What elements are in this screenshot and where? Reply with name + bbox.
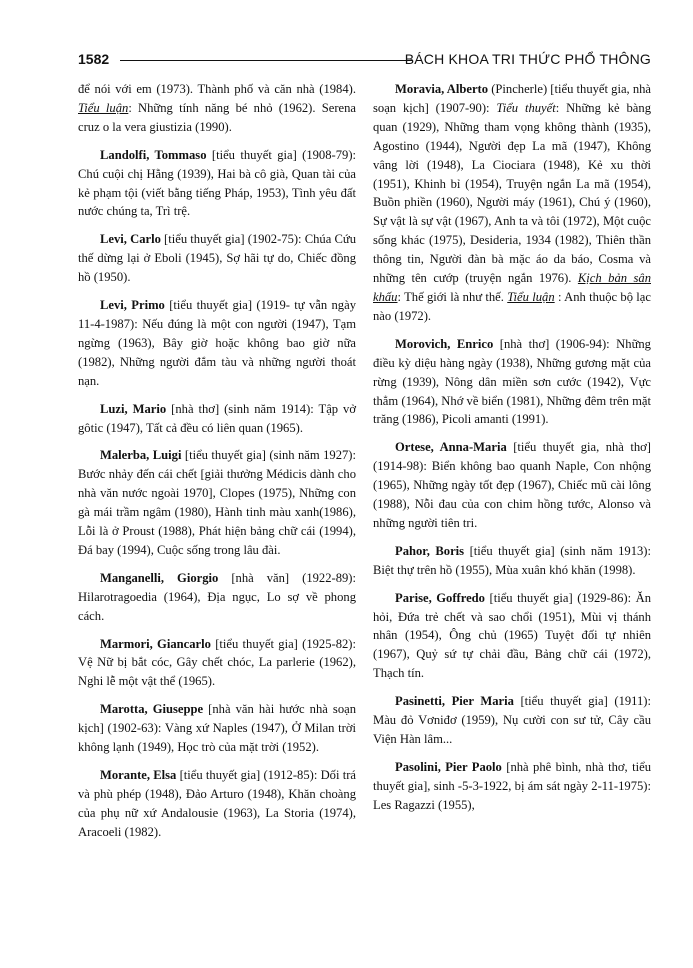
entry-levi-carlo [78,230,356,287]
entry-pahor [373,542,651,580]
entry-luzi [78,400,356,438]
entry-text: [nhà thơ] (1906-94): Những điều kỳ diệu hàng ngày (1938), Những gương mặt của rừng (1939), Nông dân miền sơn cước (1942), Vực thẳm (1964), Nhớ về biển (1981), Những đêm trên mặt trăng (1986), Picoli amanti (1991). [373,336,651,427]
entry-marmori [78,635,356,692]
entry-pasolini [373,758,651,815]
header-rule [120,60,413,61]
entry-text: [tiểu thuyết gia] (1925-82): Vệ Nữ bị bắt cóc, Gây chết chóc, La parlerie (1962), Nghi lễ một vật thể (1965). [78,636,356,689]
entry-text: [tiểu thuyết gia] (1912-85): Dối trá và phù phép (1948), Đảo Arturo (1948), Khăn choàng của phụ nữ xứ Andalousie (1963), La Storia (1974), Aracoeli (1982). [78,768,356,839]
entry-marotta [78,700,356,757]
running-title: BÁCH KHOA TRI THỨC PHỔ THÔNG [404,51,651,67]
entry-text: [nhà thơ] (sinh năm 1914): Tập vở gôtic (1947), Tất cả đều có liên quan (1965). [78,401,357,435]
entry-cont [78,80,356,137]
entry-landolfi [78,146,356,222]
entry-text: [tiểu thuyết gia] (sinh năm 1927): Bước nhảy đến cái chết [giải thưởng Médicis dành cho nhà văn nước ngoài 1970], Clopes (1975), Những con gà mái trầm ngâm (1980), Hành tinh màu xanh(1986), Lỗi là ở Proust (1988), Phát hiện bảng chữ cái (1994), Đá bay (1994), Cuộc sống trong lâu đài. [78,448,356,557]
entry-genre-label: Kịch bản sân khấu [373,271,651,304]
entry-morante [78,766,356,842]
entry-name: Marmori, Giancarlo [100,636,211,651]
entry-text: [nhà văn hài hước nhà soạn kịch] (1902-63): Vàng xứ Naples (1947), Ở Milan trời không lạnh (1949), Học trò của mặt trời (1952). [78,702,356,755]
entry-text: [nhà phê bình, nhà thơ, tiểu thuyết gia], sinh -5-3-1922, bị ám sát ngày 2-11-1975): Les Ragazzi (1955), [373,759,651,812]
page-header [78,51,651,73]
entry-name: Landolfi, Tommaso [100,147,207,162]
entry-name: Pasinetti, Pier Maria [395,694,514,709]
entry-morovich [373,335,651,430]
entry-name: Ortese, Anna-Maria [395,440,507,455]
entry-malerba [78,446,356,559]
entry-name: Pasolini, Pier Paolo [395,759,502,774]
entry-name: Marotta, Giuseppe [100,702,204,717]
entry-text: : Thế giới là như thế. [397,289,508,304]
entry-text: [tiểu thuyết gia] (1911): Màu đỏ Vơniđơ (1959), Nụ cười con sư tử, Cây cầu Viện Hàn lâm... [373,694,651,746]
entry-ortese [373,438,651,533]
entry-pasinetti [373,692,651,749]
entry-parise [373,589,651,684]
entry-text: : Anh thuộc bộ lạc nào (1972). [373,289,651,323]
entry-name: Manganelli, Giorgio [100,570,219,585]
entry-text: [nhà văn] (1922-89): Hilarotragoedia (1964), Địa ngục, Lo sợ về phong cách. [78,570,357,623]
entry-text: [tiểu thuyết gia] (1919- tự vẫn ngày 11-4-1987): Nếu đúng là một con người (1947), Tạm ngừng (1963), Bây giờ hoặc không bao giờ nữa (1982), Những người đắm tàu và những người thoát nạn. [78,298,356,388]
entry-name: Pahor, Boris [395,543,465,558]
entry-text: [tiểu thuyết gia] (1929-86): Ăn hỏi, Đứa trẻ chết và sao chổi (1951), Mùi vị thánh nhân (1954), Ông chủ (1965) Tuyệt đối tự nhiên (1967), Quỷ sứ tự chải đầu, Bảng chữ cái (1972), Thạch tín. [373,590,651,681]
left-column [78,80,356,851]
entry-text: (Pincherle) [tiểu thuyết gia, nhà soạn kịch] (1907-90): [373,82,652,115]
entry-manganelli [78,569,356,626]
entry-moravia [373,80,651,326]
entry-name: Levi, Carlo [100,232,161,247]
entry-name: Morante, Elsa [100,768,177,782]
entry-text: [tiểu thuyết gia] (1902-75): Chúa Cứu thế dừng lại ở Eboli (1945), Sợ hãi tự do, Chiếc đồng hồ (1950). [78,232,356,285]
entry-name: Malerba, Luigi [100,448,182,463]
entry-genre-label: Tiểu luận [78,100,129,115]
entry-levi-primo [78,296,356,391]
right-column [373,80,651,824]
entry-name: Morovich, Enrico [395,336,494,351]
entry-text: [tiểu thuyết gia] (sinh năm 1913): Biệt thự trên hồ (1955), Mùa xuân khó khăn (1998). [373,543,651,577]
entry-text: : Những kẻ bàng quan (1929), Những tham vọng không thành (1935), Agostino (1944), Người đẹp La mã (1947), Không vâng lời (1948), La Ciociara (1948), Kẻ xu thời (1951), Khinh bỉ (1954), Truyện ngắn La mã (1954), Buồn phiền (1960), Người máy (1961), Chú ý (1960), Sự vật là sự vật (1967), Anh ta và tôi (1972), Một cuộc sống khác (1975), Desideria, 1934 (1982), Thiên thần thông tin, Người đàn bà mặc áo da báo, Cosma và những tên cướp (truyện ngắn 1976). [373,100,651,286]
entry-genre-label: Tiểu thuyết [496,100,556,115]
entry-text: [tiểu thuyết gia, nhà thơ] (1914-98): Biển không bao quanh Naple, Con nhộng (1965), Những ngày tốt đẹp (1967), Chiếc mũ cài lông (1988), Nỗi đau của con chim hồng tước, Alonso và những người tiên tri. [373,440,651,530]
entry-genre-label: Tiểu luận [507,289,555,304]
entry-name: Luzi, Mario [100,401,167,416]
entry-name: Parise, Goffredo [395,590,485,605]
entry-text: [tiểu thuyết gia] (1908-79): Chú cuội chị Hằng (1939), Hai bà cô già, Quan tài của kẻ phạm tội (viết bằng tiếng Pháp, 1953), Tình yêu đất nước chúng ta, Trì trệ. [78,147,357,219]
entry-name: Moravia, Alberto [395,82,489,96]
entry-text: để nói với em (1973). Thành phố và căn nhà (1984). [78,82,356,96]
page-number: 1582 [78,51,110,67]
entry-name: Levi, Primo [100,298,165,313]
entry-text: : Những tính năng bé nhỏ (1962). Serena cruz o la vera giustizia (1990). [78,100,357,134]
